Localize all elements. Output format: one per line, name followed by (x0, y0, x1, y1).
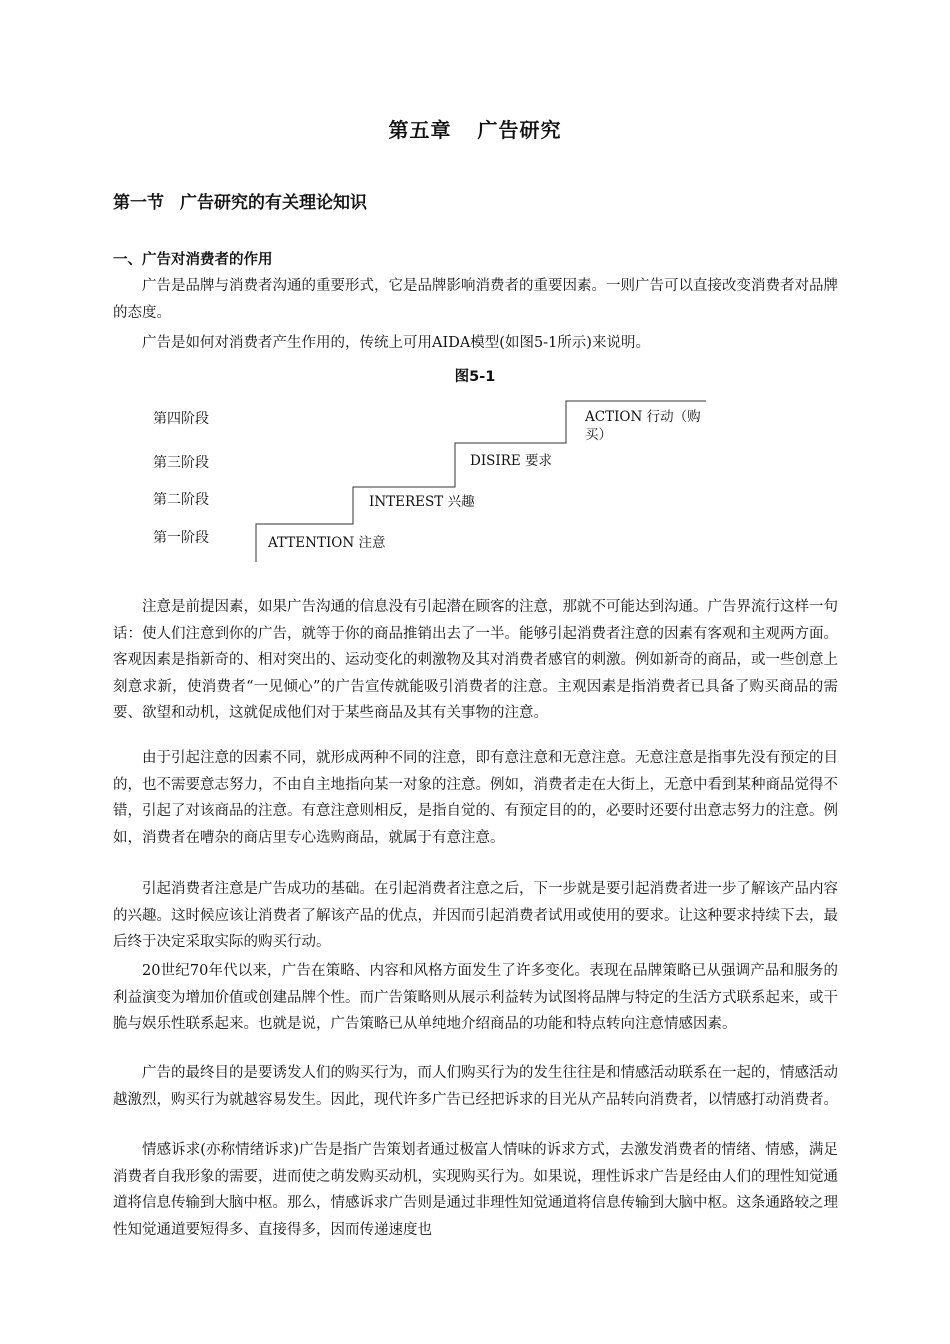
stage-label-4: 第四阶段 (153, 411, 209, 427)
stage-label-3: 第三阶段 (153, 455, 209, 471)
step-interest: INTEREST 兴趣 (369, 494, 475, 510)
paragraph: 广告是品牌与消费者沟通的重要形式，它是品牌影响消费者的重要因素。一则广告可以直接改变消费者对品牌的态度。 (113, 278, 838, 321)
paragraph: 情感诉求(亦称情绪诉求)广告是指广告策划者通过极富人情味的诉求方式，去激发消费者的情绪、情感，满足消费者自我形象的需要，进而使之萌发购买动机，实现购买行为。如果说，理性诉求广告是经由人们的理性知觉通道将信息传输到大脑中枢。那么，情感诉求广告则是通过非理性知觉通道将信息传输到大脑中枢。这条通路较之理性知觉通道要短得多、直接得多，因而传递速度也 (113, 1142, 838, 1238)
step-desire: DISIRE 要求 (470, 453, 553, 469)
paragraph: 20世纪70年代以来，广告在策略、内容和风格方面发生了许多变化。表现在品牌策略已从强调产品和服务的利益演变为增加价值或创建品牌个性。而广告策略则从展示利益转为试图将品牌与特定的生活方式联系起来，或干脆与娱乐性联系起来。也就是说，广告策略已从单纯地介绍商品的功能和特点转向注意情感因素。 (113, 963, 838, 1032)
step-attention: ATTENTION 注意 (268, 535, 386, 551)
paragraph: 注意是前提因素，如果广告沟通的信息没有引起潜在顾客的注意，那就不可能达到沟通。广告界流行这样一句话：使人们注意到你的广告，就等于你的商品推销出去了一半。能够引起消费者注意的因素有客观和主观两方面。客观因素是指新奇的、相对突出的、运动变化的刺激物及其对消费者感官的刺激。例如新奇的商品，或一些创意上刻意求新，使消费者“一见倾心”的广告宣传就能吸引消费者的注意。主观因素是指消费者已具备了购买商品的需要、欲望和动机，这就促成他们对于某些商品及其有关事物的注意。 (113, 599, 838, 721)
chapter-number: 第五章 (388, 118, 452, 142)
paragraph: 广告的最终目的是要诱发人们的购买行为，而人们购买行为的发生往往是和情感活动联系在一起的，情感活动越激烈，购买行为就越容易发生。因此，现代许多广告已经把诉求的目光从产品转向消费者，以情感打动消费者。 (113, 1065, 838, 1108)
section-number: 第一节 (113, 193, 164, 213)
paragraph: 广告是如何对消费者产生作用的，传统上可用AIDA模型(如图5-1所示)来说明。 (142, 335, 650, 351)
chapter-name: 广告研究 (477, 118, 562, 142)
stage-label-2: 第二阶段 (153, 492, 209, 508)
paragraph: 由于引起注意的因素不同，就形成两种不同的注意，即有意注意和无意注意。无意注意是指事先没有预定的目的，也不需要意志努力，不由自主地指向某一对象的注意。例如，消费者走在大街上，无意中看到某种商品觉得不错，引起了对该商品的注意。有意注意则相反，是指自觉的、有预定目的的，必要时还要付出意志努力的注意。例如，消费者在嘈杂的商店里专心选购商品，就属于有意注意。 (113, 750, 838, 846)
stage-label-1: 第一阶段 (153, 530, 209, 546)
paragraph: 引起消费者注意是广告成功的基础。在引起消费者注意之后，下一步就是要引起消费者进一步了解该产品内容的兴趣。这时候应该让消费者了解该产品的优点，并因而引起消费者试用或使用的要求。让这种要求持续下去，最后终于决定采取实际的购买行动。 (113, 881, 838, 950)
subsection-title: 一、广告对消费者的作用 (113, 252, 273, 268)
aida-staircase-diagram (0, 0, 950, 600)
section-name: 广告研究的有关理论知识 (180, 193, 367, 213)
figure-caption: 图5-1 (454, 369, 496, 385)
step-action: ACTION 行动（购买） (585, 409, 701, 443)
